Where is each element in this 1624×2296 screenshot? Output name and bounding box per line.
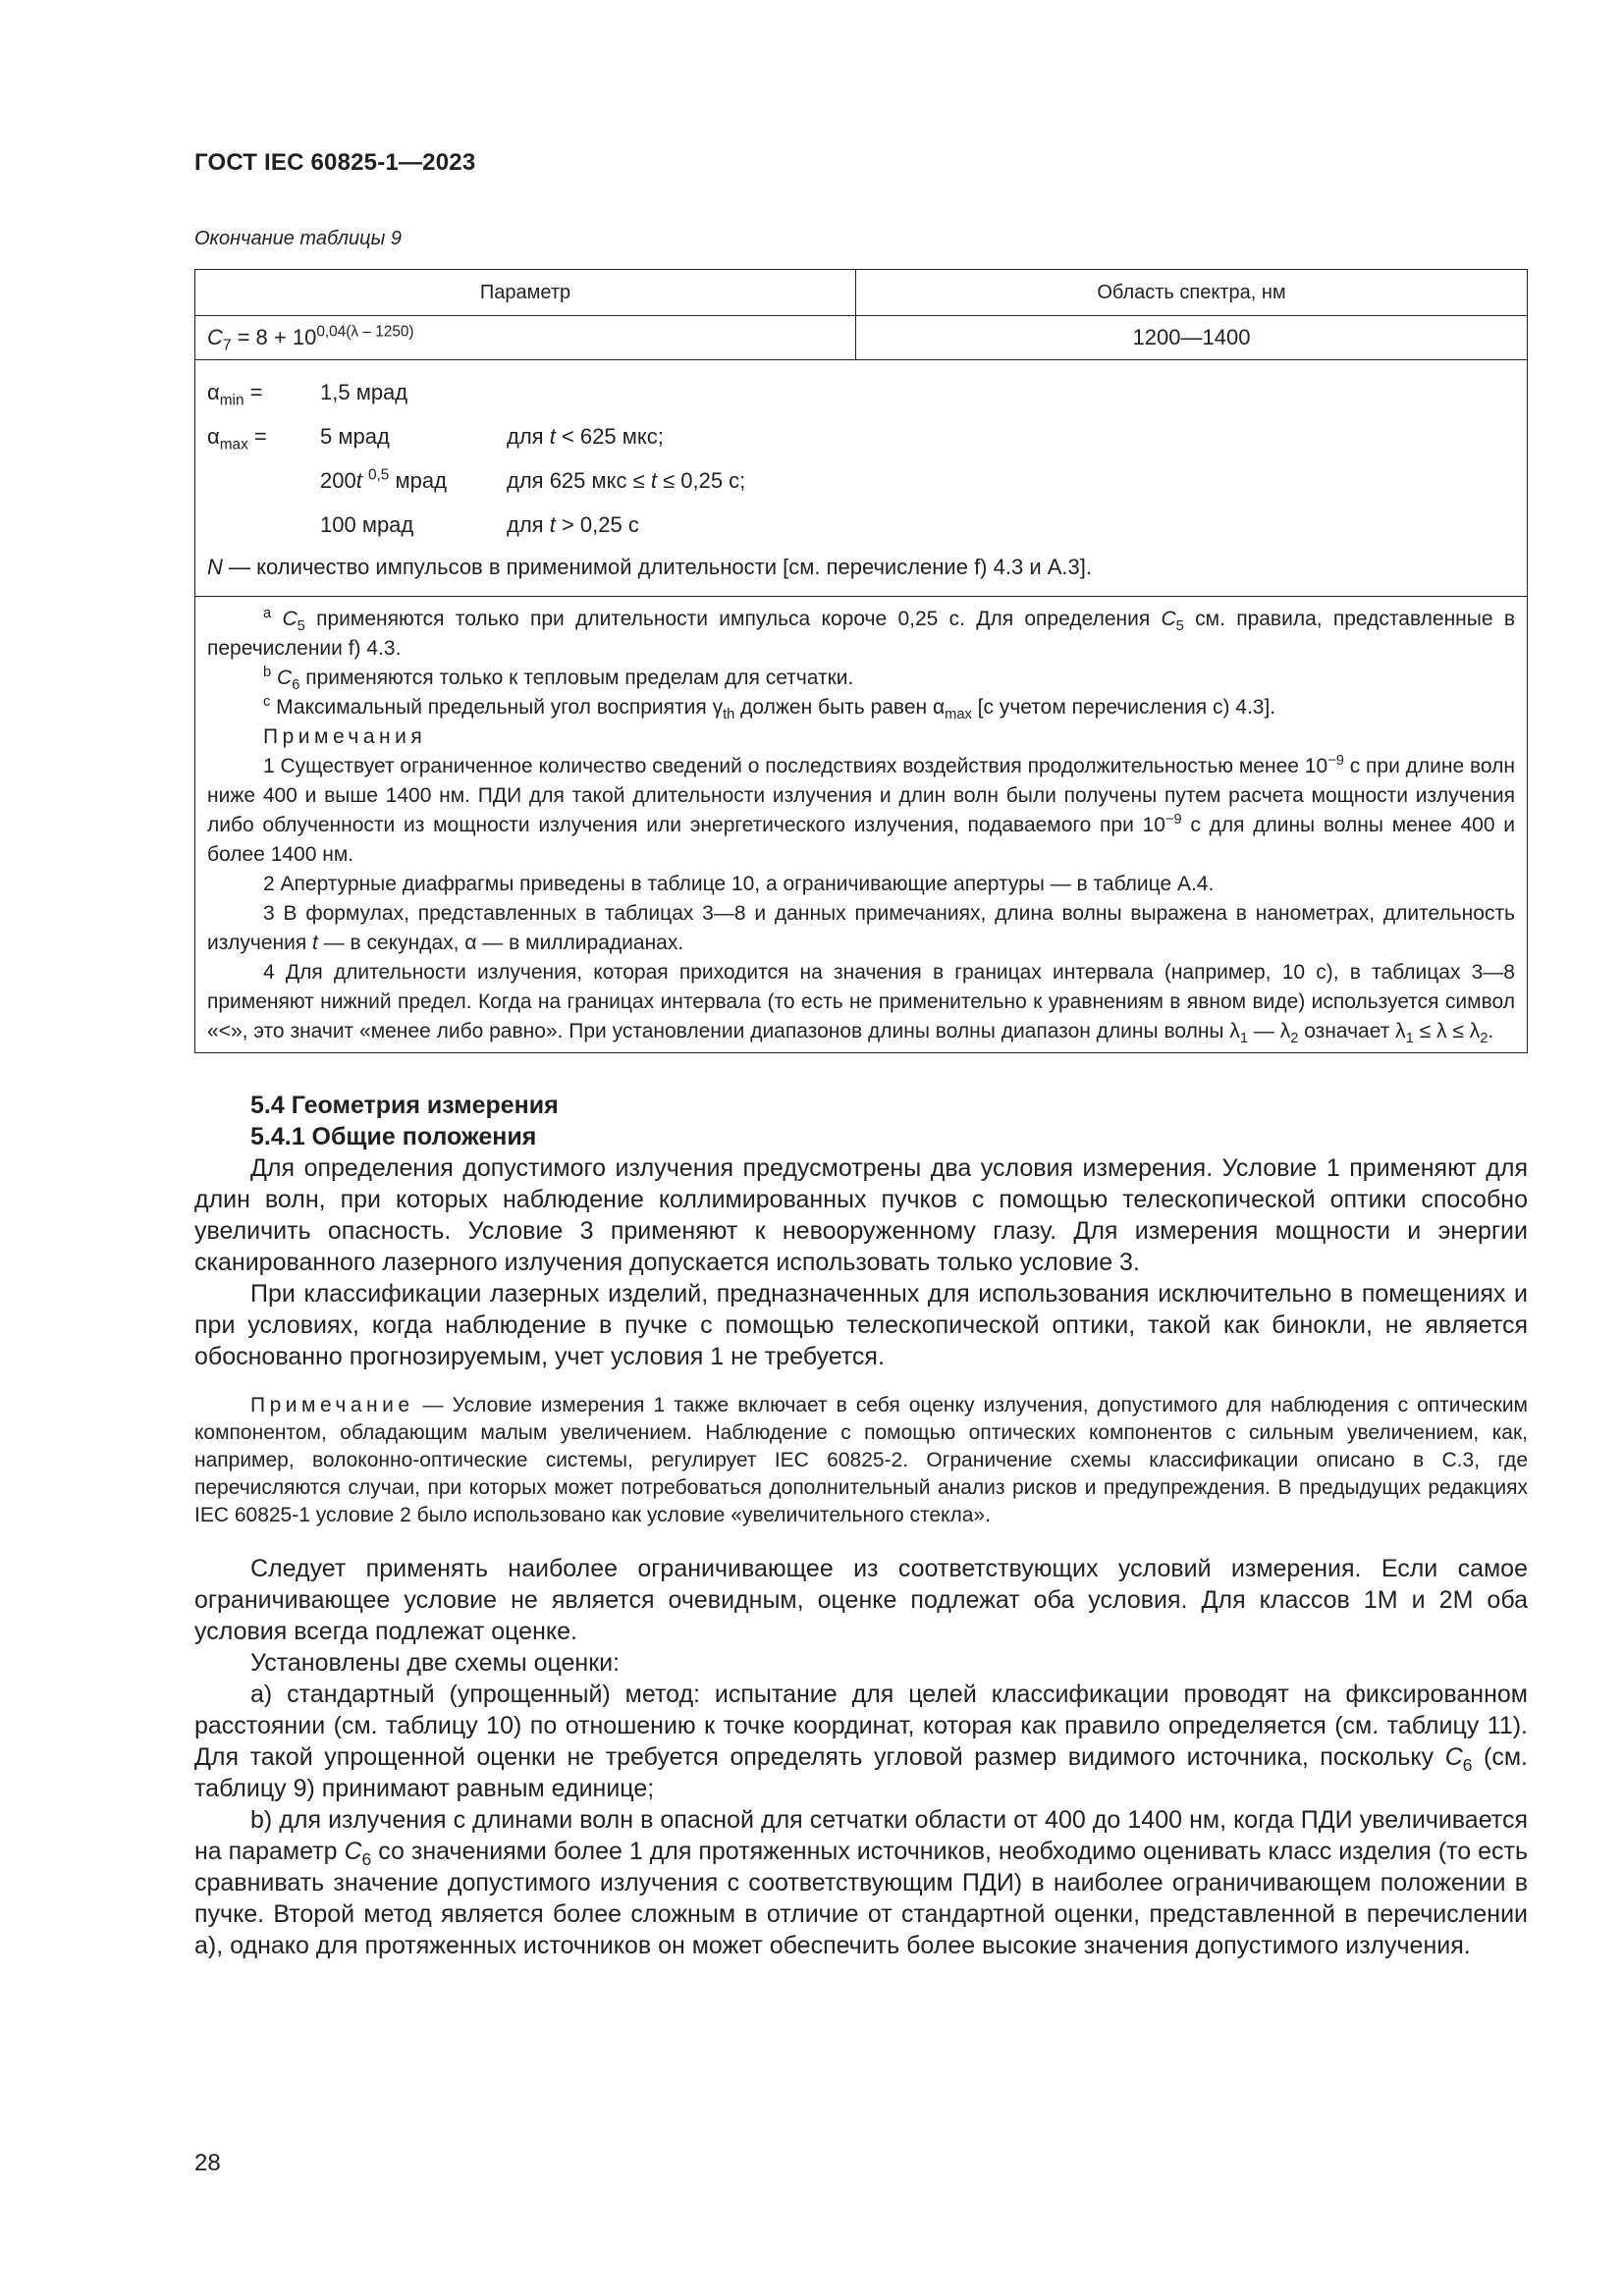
- notes-heading: Примечания: [263, 725, 427, 748]
- table-9: [194, 269, 1528, 1053]
- header-parameter: Параметр: [195, 270, 856, 316]
- footnote-a: $^a$ $C_5$ применяются только при длительности импульса короче 0,25 с. Для определения $C_5$ см. правила, представленные в перечислении f) 4.3.: [207, 606, 1515, 660]
- paragraph-5: а) стандартный (упрощенный) метод: испытание для целей классификации проводят на фиксированном расстоянии (см. таблицу 10) по отношению к точке координат, которая как правило определяется (см. таблицу 11). Для такой упрощенной оценки не требуется определять угловой размер видимого источника, поскольку $C_6$ (см. таблицу 9) принимают равным единице;: [194, 1681, 1528, 1802]
- formula-c7: $C_7 = 8 + 10^{0,04(\lambda - 1250)}$: [195, 316, 856, 360]
- paragraph-2: При классификации лазерных изделий, предназначенных для использования исключительно в помещениях и при условиях, когда наблюдение в пучке с помощью телескопической оптики, такой как бинокли, не является обоснованно прогнозируемым, учет условия 1 не требуется.: [194, 1280, 1528, 1370]
- n-definition: N — количество импульсов в применимой длительности [см. перечисление f) 4.3 и А.3].: [207, 555, 1092, 579]
- alpha-max-line-1: $\alpha_{max}$ = 5 мрад для t < 625 мкс;: [207, 423, 664, 453]
- note-3: 3 В формулах, представленных в таблицах 3—8 и данных примечаниях, длина волны выражена в нанометрах, длительность излучения t — в секундах, α — в миллирадианах.: [207, 902, 1515, 954]
- alpha-max-line-2: 200t $^{0,5}$ мрад для 625 мкс ≤ t ≤ 0,25 с;: [320, 466, 746, 493]
- section-note: Примечание — Условие измерения 1 также включает в себя оценку излучения, допустимого для наблюдения с оптическим компонентом, обладающим малым увеличением. Наблюдение с помощью оптических компонентов с сильным увеличением, как, например, волоконно-оптические системы, регулирует IEC 60825-2. Ограничение схемы классификации описано в С.3, где перечисляются случаи, при которых может потребоваться дополнительный анализ рисков и предупреждения. В предыдущих редакциях IEC 60825-1 условие 2 было использовано как условие «увеличительного стекла».: [194, 1394, 1528, 1526]
- paragraph-3: Следует применять наиболее ограничивающее из соответствующих условий измерения. Если самое ограничивающее условие не является очевидным, оценке подлежат оба условия. Для классов 1М и 2М оба условия всегда подлежат оценке.: [194, 1555, 1528, 1645]
- document-code: ГОСТ IEC 60825-1—2023: [194, 149, 476, 176]
- header-spectrum: Область спектра, нм: [856, 270, 1528, 316]
- alpha-min-line: $\alpha_{min}$ = 1,5 мрад: [207, 379, 408, 408]
- paragraph-1: Для определения допустимого излучения предусмотрены два условия измерения. Условие 1 применяют для длин волн, при которых наблюдение коллимированных пучков с помощью телескопической оптики способно увеличить опасность. Условие 3 применяют к невооруженному глазу. Для измерения мощности и энергии сканированного лазерного излучения допускается использовать только условие 3.: [194, 1154, 1528, 1276]
- note-1: 1 Существует ограниченное количество сведений о последствиях воздействия продолжительностью менее $10^{-9}$ с при длине волн ниже 400 и выше 1400 нм. ПДИ для такой длительности излучения и длин волн были получены путем расчета мощности излучения либо облученности из мощности излучения или энергетического излучения, подаваемого при $10^{-9}$ с для длины волны менее 400 и более 1400 нм.: [207, 753, 1515, 866]
- section-title: 5.4 Геометрия измерения: [250, 1092, 559, 1119]
- subsection-title: 5.4.1 Общие положения: [250, 1123, 537, 1150]
- note-4: 4 Для длительности излучения, которая приходится на значения в границах интервала (например, 10 с), в таблицах 3—8 применяют нижний предел. Когда на границах интервала (то есть не применительно к уравнениям в явном виде) используется символ «<», это значит «менее либо равно». При установлении диапазонов длины волны диапазон длины волны $\lambda_1$ — $\lambda_2$ означает $\lambda_1 \le \lambda \le \lambda_2$.: [207, 961, 1515, 1047]
- footnote-c: $^c$ Максимальный предельный угол восприятия $\gamma_{th}$ должен быть равен $\alpha_{max}$ [с учетом перечисления с) 4.3].: [263, 694, 1276, 723]
- page-number: 28: [194, 2150, 221, 2176]
- alpha-max-line-3: 100 мрад для t > 0,25 с: [320, 511, 639, 537]
- range-c7: 1200—1400: [856, 316, 1528, 360]
- table-notes: [195, 597, 1528, 1053]
- paragraph-4: Установлены две схемы оценки:: [250, 1649, 621, 1677]
- paragraph-6: b) для излучения с длинами волн в опасной для сетчатки области от 400 до 1400 нм, когда ПДИ увеличивается на параметр $C_6$ со значениями более 1 для протяженных источников, необходимо оценивать класс изделия (то есть сравнивать значение допустимого излучения с соответствующим ПДИ) в наиболее ограничивающем положении в пучке. Второй метод является более сложным в отличие от стандартной оценки, представленной в перечислении а), однако для протяженных источников он может обеспечить более высокие значения допустимого излучения.: [194, 1806, 1529, 1959]
- note-2: 2 Апертурные диафрагмы приведены в таблице 10, а ограничивающие апертуры — в таблице А.4.: [263, 873, 1215, 895]
- footnote-b: $^b$ $C_6$ применяются только к тепловым пределам для сетчатки.: [263, 665, 854, 694]
- section-body: [194, 1090, 1528, 1961]
- table-caption: Окончание таблицы 9: [194, 228, 403, 249]
- parameters-cell: [195, 360, 1528, 597]
